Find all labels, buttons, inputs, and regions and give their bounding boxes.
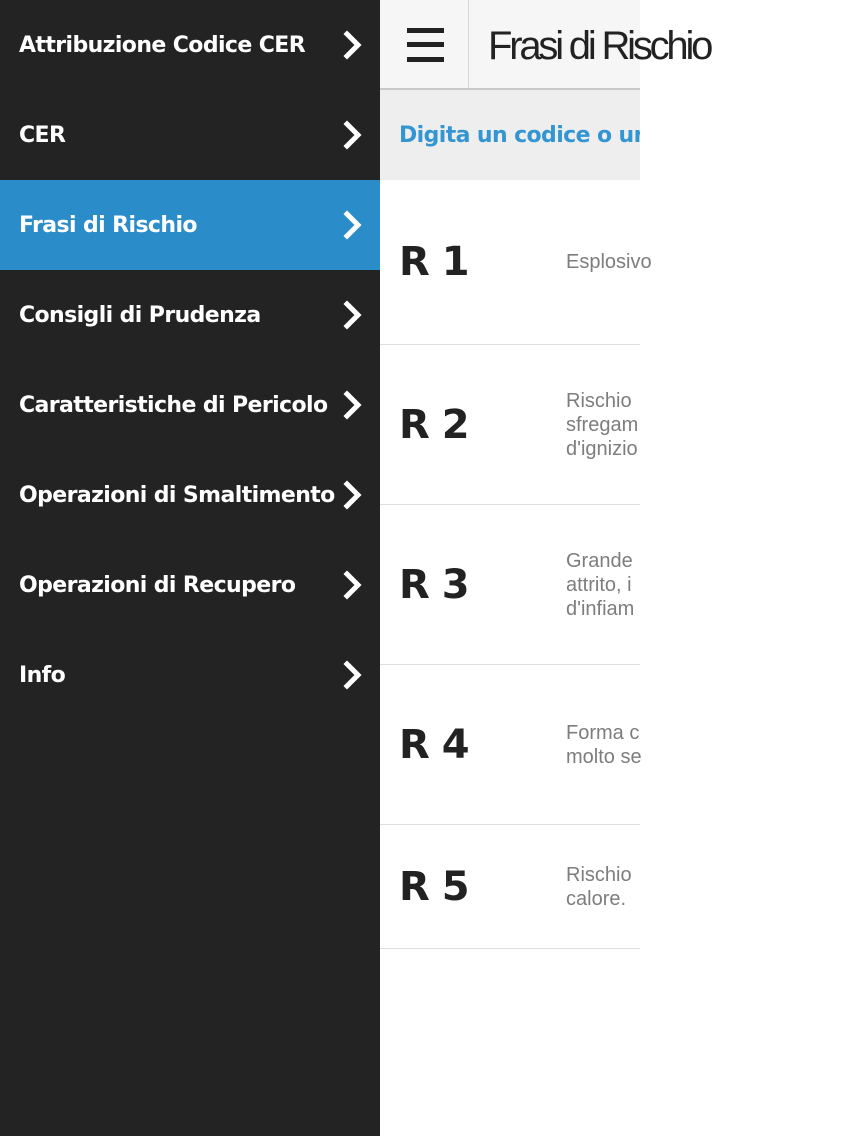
search-input[interactable] bbox=[380, 90, 640, 180]
chevron-right-icon bbox=[342, 121, 364, 149]
risk-description-line: Grande bbox=[566, 549, 633, 572]
list-item-r3[interactable] bbox=[380, 505, 640, 665]
risk-description-line: Rischio bbox=[566, 389, 632, 412]
risk-description bbox=[566, 549, 866, 621]
top-bar bbox=[380, 0, 711, 90]
risk-phrase-list bbox=[380, 180, 652, 949]
risk-code: R 3 bbox=[399, 561, 469, 608]
chevron-right-icon bbox=[342, 481, 364, 509]
main-panel bbox=[380, 0, 711, 1136]
risk-description-line: sfregam bbox=[566, 413, 639, 436]
chevron-right-icon bbox=[342, 391, 364, 419]
sidebar-item-attribuzione-codice-cer[interactable] bbox=[0, 0, 380, 90]
sidebar-item-label: Info bbox=[19, 662, 66, 688]
sidebar-item-label: Operazioni di Recupero bbox=[19, 572, 296, 598]
sidebar-item-frasi-di-rischio[interactable] bbox=[0, 180, 380, 270]
risk-description-line: Rischio bbox=[566, 863, 632, 886]
sidebar-item-label: Caratteristiche di Pericolo bbox=[19, 392, 328, 418]
risk-description bbox=[566, 250, 866, 274]
risk-code: R 5 bbox=[399, 863, 469, 910]
risk-code: R 1 bbox=[399, 239, 469, 285]
sidebar-item-label: Consigli di Prudenza bbox=[19, 302, 261, 328]
sidebar-item-label: CER bbox=[19, 122, 66, 148]
risk-description-line: Esplosivo bbox=[566, 251, 652, 273]
risk-description-line: calore. bbox=[566, 887, 627, 910]
list-item-r1[interactable] bbox=[380, 180, 652, 345]
sidebar-item-label: Attribuzione Codice CER bbox=[19, 32, 306, 58]
hamburger-icon bbox=[407, 42, 444, 47]
risk-description-line: Forma c bbox=[566, 721, 640, 744]
sidebar-menu bbox=[0, 0, 380, 1136]
sidebar-item-label: Frasi di Rischio bbox=[19, 212, 197, 238]
risk-description-line: molto se bbox=[566, 745, 642, 768]
chevron-right-icon bbox=[342, 301, 364, 329]
risk-description bbox=[566, 721, 866, 769]
risk-description-line: attrito, i bbox=[566, 573, 632, 596]
list-item-r2[interactable] bbox=[380, 345, 640, 505]
list-item-r4[interactable] bbox=[380, 665, 640, 825]
sidebar-item-consigli-di-prudenza[interactable] bbox=[0, 270, 380, 360]
risk-description-line: d'infiam bbox=[566, 597, 635, 620]
risk-code: R 4 bbox=[399, 721, 469, 768]
sidebar-item-label: Operazioni di Smaltimento bbox=[19, 482, 335, 508]
hamburger-icon bbox=[407, 57, 444, 62]
sidebar-item-info[interactable] bbox=[0, 630, 380, 720]
chevron-right-icon bbox=[342, 571, 364, 599]
page-title: Frasi di Rischio bbox=[488, 24, 711, 68]
risk-description bbox=[566, 389, 866, 461]
list-item-r5[interactable] bbox=[380, 825, 640, 949]
hamburger-icon bbox=[407, 28, 444, 33]
risk-description-line: d'ignizio bbox=[566, 437, 638, 460]
chevron-right-icon bbox=[342, 661, 364, 689]
risk-description bbox=[566, 863, 866, 911]
sidebar-item-caratteristiche-di-pericolo[interactable] bbox=[0, 360, 380, 450]
hamburger-menu-button[interactable] bbox=[380, 0, 469, 88]
sidebar-item-operazioni-di-smaltimento[interactable] bbox=[0, 450, 380, 540]
chevron-right-icon bbox=[342, 211, 364, 239]
risk-code: R 2 bbox=[399, 401, 469, 448]
sidebar-item-operazioni-di-recupero[interactable] bbox=[0, 540, 380, 630]
search-bar bbox=[380, 90, 640, 180]
chevron-right-icon bbox=[342, 31, 364, 59]
sidebar-item-cer[interactable] bbox=[0, 90, 380, 180]
